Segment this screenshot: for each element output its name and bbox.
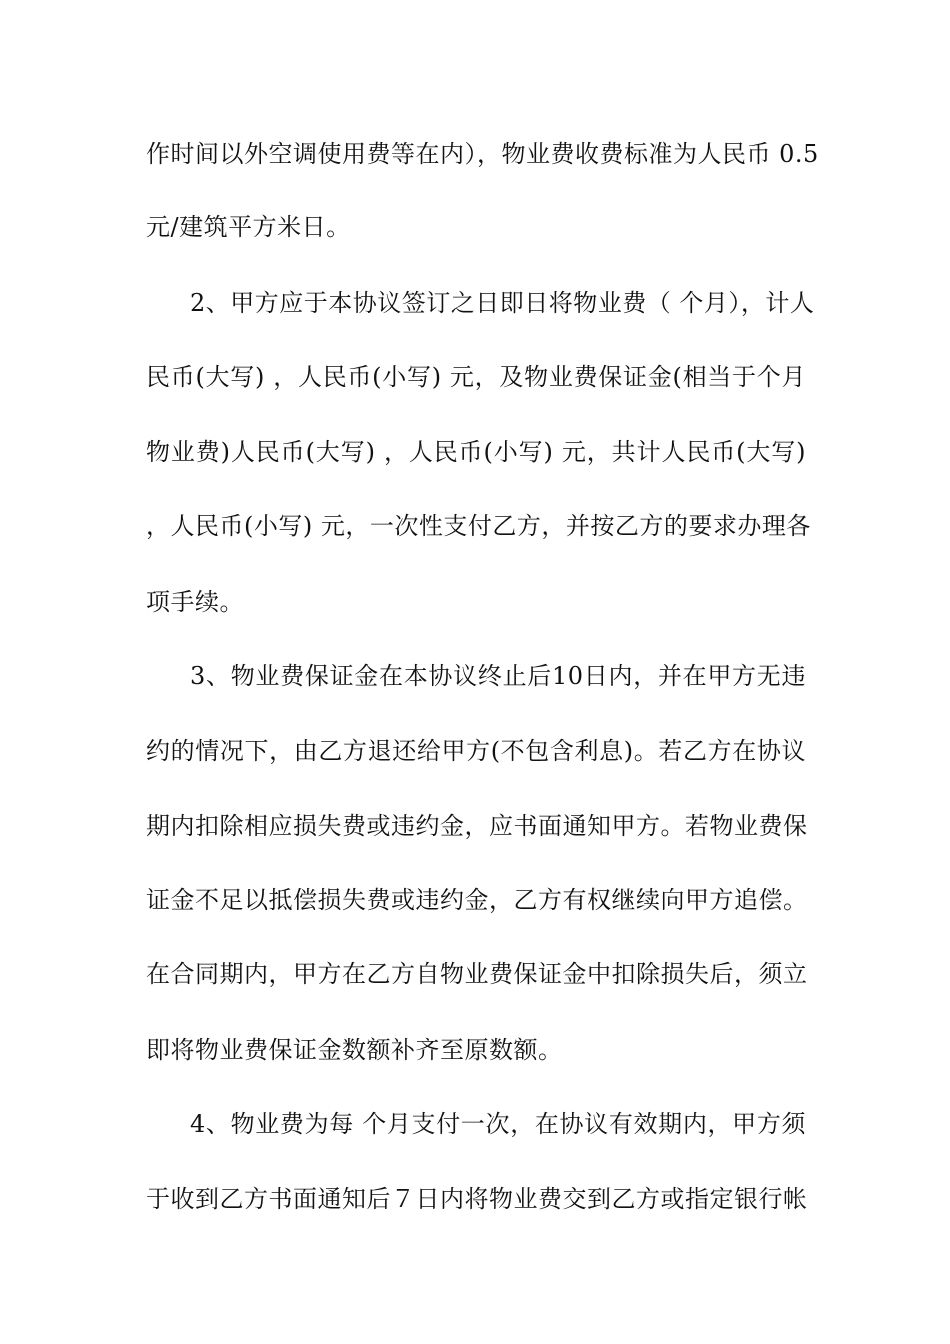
text-line: 物业费)人民币(大写) ，人民币(小写) 元，共计人民币(大写) bbox=[146, 438, 806, 466]
text-line: 民币(大写) ，人民币(小写) 元，及物业费保证金(相当于个月 bbox=[146, 363, 806, 391]
text-line: 在合同期内，甲方在乙方自物业费保证金中扣除损失后，须立 bbox=[146, 960, 808, 988]
text-line: 即将物业费保证金数额补齐至原数额。 bbox=[146, 1036, 563, 1064]
text-line: 作时间以外空调使用费等在内），物业费收费标准为人民币 0.5 bbox=[146, 140, 819, 168]
text-line: 元/建筑平方米日。 bbox=[146, 213, 351, 241]
paragraph-start-line: 3、物业费保证金在本协议终止后10日内，并在甲方无违 bbox=[190, 662, 806, 690]
text-line: 项手续。 bbox=[146, 588, 244, 616]
text-line: 约的情况下，由乙方退还给甲方(不包含利息)。若乙方在协议 bbox=[146, 737, 806, 765]
paragraph-start-line: 2、甲方应于本协议签订之日即日将物业费（ 个月），计人 bbox=[190, 289, 815, 317]
text-line: 于收到乙方书面通知后７日内将物业费交到乙方或指定银行帐 bbox=[146, 1185, 808, 1213]
paragraph-start-line: 4、物业费为每 个月支付一次，在协议有效期内，甲方须 bbox=[190, 1110, 806, 1138]
text-line: 证金不足以抵偿损失费或违约金，乙方有权继续向甲方追偿。 bbox=[146, 886, 808, 914]
text-line: 期内扣除相应损失费或违约金，应书面通知甲方。若物业费保 bbox=[146, 812, 808, 840]
text-line: ，人民币(小写) 元，一次性支付乙方，并按乙方的要求办理各 bbox=[146, 512, 811, 540]
